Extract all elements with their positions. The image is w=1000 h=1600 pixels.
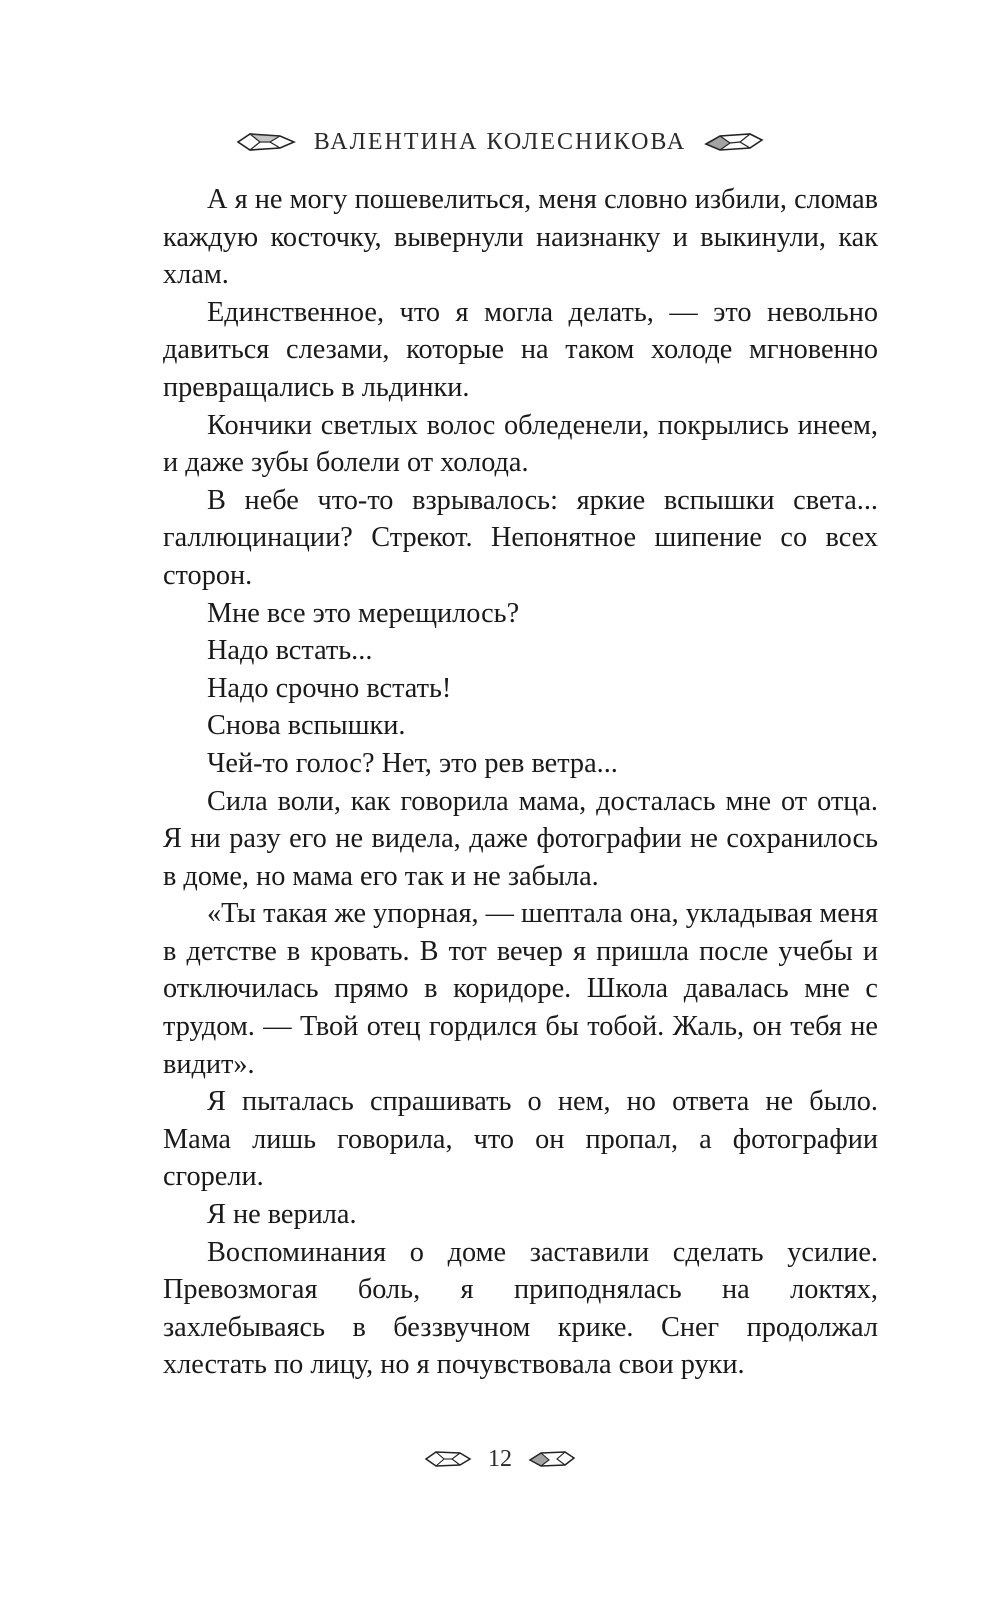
crystal-ornament-icon (704, 130, 764, 154)
paragraph: Единственное, что я могла делать, — это невольно давиться слезами, которые на таком холоде мгновенно превращались в льдинки. (163, 296, 878, 403)
paragraph: Снова вспышки. (207, 710, 406, 742)
crystal-ornament-icon (236, 130, 296, 154)
running-head (0, 122, 1000, 162)
paragraph: Мне все это мерещилось? (207, 597, 520, 629)
author-name: ВАЛЕНТИНА КОЛЕСНИКОВА (313, 128, 687, 155)
paragraph: Чей-то голос? Нет, это рев ветра... (207, 747, 618, 779)
paragraph: В небе что-то взрывалось: яркие вспышки света... галлюцинации? Стрекот. Непонятное шипение со всех сторон. (163, 484, 878, 591)
paragraph: Я пыталась спрашивать о нем, но ответа не было. Мама лишь говорила, что он пропал, а фотографии сгорели. (163, 1086, 878, 1193)
paragraph: Кончики светлых волос обледенели, покрылись инеем, и даже зубы болели от холода. (163, 409, 878, 479)
page-number: 12 (488, 1445, 512, 1472)
crystal-ornament-icon (424, 1448, 472, 1470)
paragraph: «Ты такая же упорная, — шептала она, укладывая меня в детстве в кровать. В тот вечер я пришла после учебы и отключилась прямо в коридоре. Школа давалась мне с трудом. — Твой отец гордился бы тобой. Жаль, он тебя не видит». (163, 898, 879, 1080)
crystal-ornament-icon (528, 1448, 576, 1470)
paragraph: А я не могу пошевелиться, меня словно избили, сломав каждую косточку, вывернули наизнанку и выкинули, как хлам. (163, 184, 878, 291)
paragraph: Надо срочно встать! (207, 672, 452, 704)
body-text (163, 181, 878, 1384)
page-footer (0, 1442, 1000, 1476)
paragraph: Воспоминания о доме заставили сделать усилие. Превозмогая боль, я приподнялась на локтях, захлебываясь в беззвучном крике. Снег продолжал хлестать по лицу, но я почувствовала свои руки. (163, 1236, 878, 1381)
paragraph: Надо встать... (207, 635, 373, 667)
paragraph: Я не верила. (207, 1199, 357, 1231)
paragraph: Сила воли, как говорила мама, досталась мне от отца. Я ни разу его не видела, даже фотографии не сохранилось в доме, но мама его так и не забыла. (163, 785, 878, 892)
